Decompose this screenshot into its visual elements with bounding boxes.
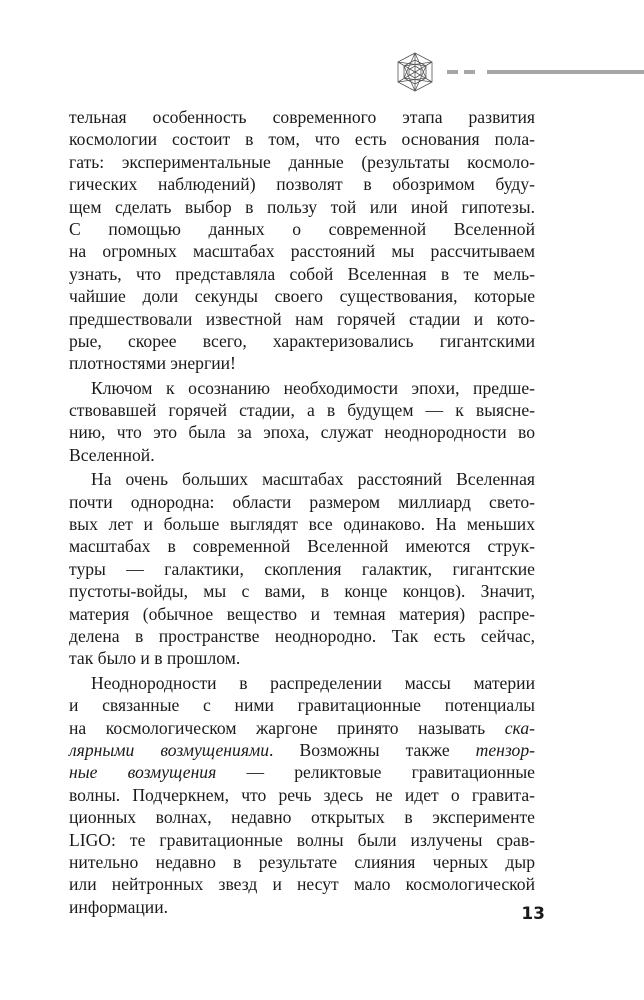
text-line <box>69 421 535 443</box>
text-line <box>69 603 535 625</box>
text-segment: тельная особенность современного этапа развития <box>69 107 535 127</box>
page-number: 13 <box>521 904 545 924</box>
text-segment: волны. Подчеркнем, что речь здесь не идет о гравита- <box>69 784 535 805</box>
text-segment: космологии состоит в том, что есть основания пола- <box>69 129 535 150</box>
text-line <box>69 491 535 513</box>
text-line <box>69 761 535 783</box>
italic-term: ные возмущения <box>69 762 217 783</box>
header-rule-dash <box>447 70 458 74</box>
text-line <box>69 196 535 218</box>
text-line <box>69 513 535 535</box>
text-segment: Неоднородности в распределении массы материи <box>91 672 535 693</box>
text-segment: С помощью данных о современной Вселенной <box>69 218 535 239</box>
text-line <box>69 535 535 557</box>
text-line <box>69 240 535 262</box>
italic-term: лярными возмущениями <box>69 739 270 760</box>
geometric-polytope-icon <box>395 52 435 92</box>
text-line <box>69 218 535 240</box>
text-segment: ствовавшей горячей стадии, а в будущем — к выясне- <box>69 400 535 421</box>
text-segment: масштабах в современной Вселенной имеются струк- <box>69 536 535 557</box>
text-segment: . Возможны также <box>269 739 476 760</box>
text-line <box>69 308 535 330</box>
text-segment: чайшие доли секунды своего существования, которые <box>69 286 535 307</box>
text-segment: На очень больших масштабах расстояний Вселенная <box>91 469 535 490</box>
text-line <box>69 399 535 421</box>
text-line <box>69 444 535 466</box>
text-line <box>69 873 535 895</box>
text-segment: или нейтронных звезд и несут мало космологической <box>69 874 535 895</box>
text-line <box>69 352 535 374</box>
text-line <box>69 647 535 669</box>
text-segment: нию, что это была за эпоха, служат неоднородности во <box>69 422 535 443</box>
italic-term: тензор- <box>475 739 535 760</box>
text-segment: делена в пространстве неоднородно. Так есть сейчас, <box>69 625 535 646</box>
text-line <box>69 625 535 647</box>
text-segment: информации. <box>69 896 169 917</box>
text-segment: рые, скорее всего, характеризовались гигантскими <box>69 330 535 351</box>
text-segment: на космологическом жаргоне принято называть <box>69 717 505 738</box>
text-line <box>69 739 535 761</box>
paragraph <box>69 468 535 670</box>
page-header <box>0 50 644 94</box>
paragraph <box>69 672 535 918</box>
text-line <box>69 468 535 490</box>
text-segment: — реликтовые гравитационные <box>216 762 535 783</box>
text-segment: туры — галактики, скопления галактик, гигантские <box>69 558 535 579</box>
text-segment: LIGO: те гравитационные волны были излучены срав- <box>69 829 535 850</box>
text-line <box>69 558 535 580</box>
text-line <box>69 285 535 307</box>
text-line <box>69 784 535 806</box>
text-segment: так было и в прошлом. <box>69 648 241 669</box>
text-segment: гать: экспериментальные данные (результаты космоло- <box>69 151 535 172</box>
italic-term: ска- <box>504 717 535 738</box>
text-segment: ционных волнах, недавно открытых в эксперименте <box>69 807 535 828</box>
text-line <box>69 829 535 851</box>
text-line <box>69 896 535 918</box>
text-segment: на огромных масштабах расстояний мы рассчитываем <box>69 241 535 262</box>
text-line <box>69 377 535 399</box>
paragraph <box>69 377 535 467</box>
text-line <box>69 128 535 150</box>
text-segment: и связанные с ними гравитационные потенциалы <box>69 695 535 716</box>
text-line <box>69 717 535 739</box>
text-segment: почти однородна: области размером миллиард свето- <box>69 491 535 512</box>
text-segment: узнать, что представляла собой Вселенная в те мель- <box>69 263 535 284</box>
text-line <box>69 263 535 285</box>
text-line <box>69 106 535 128</box>
text-segment: гических наблюдений) позволят в обозримом буду- <box>69 174 535 195</box>
text-line <box>69 330 535 352</box>
text-segment: плотностями энергии! <box>69 353 236 374</box>
text-segment: нительно недавно в результате слияния черных дыр <box>69 851 535 872</box>
text-line <box>69 806 535 828</box>
text-segment: пустоты-войды, мы с вами, в конце концов). Значит, <box>69 581 535 602</box>
text-line <box>69 694 535 716</box>
text-segment: материя (обычное вещество и темная материя) распре- <box>69 603 535 624</box>
text-segment: Ключом к осознанию необходимости эпохи, предше- <box>91 377 535 398</box>
header-rule-line <box>487 70 644 74</box>
text-line <box>69 173 535 195</box>
text-line <box>69 580 535 602</box>
text-segment: предшествовали известной нам горячей стадии и кото- <box>69 308 535 329</box>
text-segment: щем сделать выбор в пользу той или иной гипотезы. <box>69 196 535 217</box>
text-segment: Вселенной. <box>69 444 155 465</box>
header-rule-dash <box>464 70 475 74</box>
text-line <box>69 672 535 694</box>
paragraph <box>69 106 535 375</box>
text-line <box>69 851 535 873</box>
text-line <box>69 151 535 173</box>
text-segment: вых лет и больше выглядят все одинаково. На меньших <box>69 514 535 535</box>
body-text <box>69 106 535 918</box>
